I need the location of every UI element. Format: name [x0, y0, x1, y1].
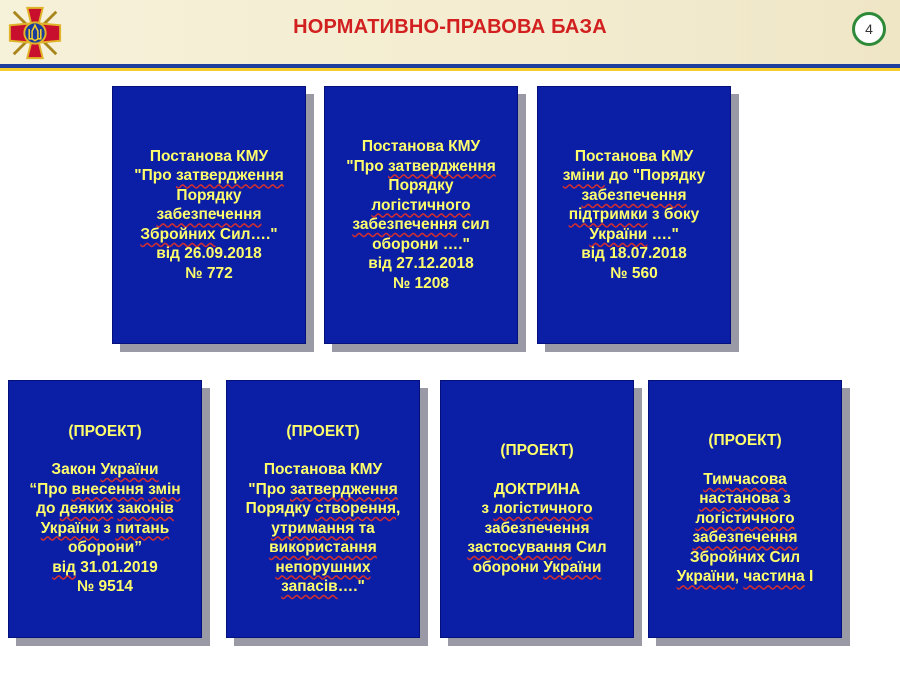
text-segment: (ПРОЕКТ) — [708, 432, 782, 450]
text-segment: сил — [457, 216, 490, 233]
document-text-line — [362, 137, 480, 157]
text-segment: питань — [115, 519, 170, 537]
text-segment: України — [40, 519, 99, 537]
text-segment: від 27.12.2018 — [368, 255, 474, 272]
text-segment: настанова — [699, 490, 779, 508]
text-segment: (ПРОЕКТ) — [286, 422, 360, 440]
document-text-line — [51, 460, 158, 480]
document-text-line — [346, 157, 496, 177]
document-text-line — [703, 470, 787, 490]
text-segment: з — [778, 490, 791, 508]
document-text-line — [156, 205, 261, 225]
document-text-line — [563, 166, 705, 186]
text-segment: Закон — [51, 461, 101, 478]
text-segment: № 9514 — [76, 578, 134, 595]
text-segment: Постанова КМУ — [263, 461, 383, 478]
text-segment: України — [676, 568, 735, 586]
document-text-line — [581, 186, 686, 206]
text-segment: утримання — [271, 519, 355, 537]
text-segment: “Про — [29, 480, 72, 498]
text-segment: …." — [337, 578, 365, 595]
text-segment: та — [354, 519, 375, 537]
document-text-line — [271, 519, 375, 539]
header-yellow-stripe — [0, 68, 900, 71]
text-segment: Порядку — [176, 186, 242, 204]
text-segment: Постанова КМУ — [574, 147, 694, 165]
text-segment: затвердження — [289, 480, 398, 498]
text-segment: Збройних Сил — [689, 548, 801, 566]
text-segment: Збройних — [140, 225, 216, 243]
document-text-line — [473, 558, 602, 578]
text-segment: затвердження — [175, 167, 284, 185]
text-segment: Порядку — [388, 177, 454, 194]
page-number-badge: 4 — [852, 12, 886, 46]
document-card — [8, 380, 202, 638]
text-segment: Тимчасова — [703, 470, 787, 488]
text-segment: від — [52, 558, 76, 576]
text-segment: створення — [315, 500, 396, 517]
text-segment: логістичного — [371, 196, 471, 214]
document-text-line — [176, 186, 241, 206]
document-text-line — [610, 264, 657, 284]
text-segment: логістичного — [493, 500, 593, 517]
text-segment: Сил — [571, 539, 607, 556]
text-segment: внесення — [71, 480, 144, 498]
text-segment: Постанова КМУ — [361, 138, 481, 155]
document-text-line — [494, 480, 580, 500]
text-segment: Постанова КМУ — [149, 147, 269, 165]
document-text-line — [484, 519, 589, 539]
text-segment: змін — [148, 480, 181, 498]
text-segment: зміни — [562, 167, 605, 185]
document-text-line — [368, 254, 474, 274]
text-segment: використання — [269, 539, 377, 556]
document-text-line — [156, 244, 262, 264]
text-segment: України — [100, 461, 159, 478]
text-segment: з — [481, 500, 494, 517]
document-text-line — [248, 480, 398, 500]
document-text-line — [467, 538, 606, 558]
document-text-line — [275, 558, 370, 578]
document-text-line — [371, 196, 470, 216]
text-segment: "Про — [248, 480, 290, 498]
text-segment: (ПРОЕКТ) — [500, 442, 574, 459]
document-text-line — [481, 499, 592, 519]
text-segment: оборони” — [67, 539, 143, 556]
text-segment: Сил…." — [215, 225, 278, 243]
document-text-line — [388, 176, 453, 196]
text-segment: від 26.09.2018 — [156, 245, 262, 263]
text-segment: України — [589, 225, 648, 243]
document-card — [324, 86, 518, 344]
document-text-line — [68, 422, 141, 442]
text-segment: України — [543, 558, 602, 576]
document-text-line — [500, 441, 573, 461]
document-text-line — [246, 499, 401, 519]
document-card — [112, 86, 306, 344]
text-segment: , — [396, 500, 401, 517]
document-text-line — [372, 235, 470, 255]
text-segment: № 560 — [610, 264, 658, 282]
text-segment: забезпечення — [156, 206, 262, 224]
text-segment: "Про — [134, 167, 176, 185]
text-segment: до — [36, 500, 60, 517]
text-segment: з — [98, 519, 116, 537]
text-segment: логістичного — [695, 509, 795, 527]
text-segment: , — [734, 568, 744, 586]
document-text-line — [699, 489, 791, 509]
document-text-line — [589, 225, 679, 245]
text-segment: забезпечення — [581, 186, 687, 204]
document-text-line — [29, 480, 180, 500]
text-segment: затвердження — [387, 157, 496, 175]
document-text-line — [677, 567, 814, 587]
document-text-line — [393, 274, 449, 294]
slide-header — [0, 0, 900, 64]
document-text-line — [690, 548, 800, 568]
text-segment: забезпечення — [484, 519, 590, 537]
text-segment: оборони — [472, 558, 544, 576]
text-segment: частина — [743, 568, 805, 586]
text-segment: деяких — [59, 500, 114, 517]
document-text-line — [575, 147, 693, 167]
document-card — [537, 86, 731, 344]
document-card — [440, 380, 634, 638]
text-segment: забезпечення — [352, 216, 458, 233]
document-text-line — [695, 509, 794, 529]
text-segment: 31.01.2019 — [75, 558, 158, 576]
text-segment: "Про — [346, 157, 388, 175]
text-segment: підтримки — [568, 206, 648, 224]
document-text-line — [68, 538, 142, 558]
document-text-line — [140, 225, 277, 245]
document-text-line — [569, 205, 700, 225]
text-segment: застосування — [467, 539, 572, 556]
text-segment: забезпечення — [692, 529, 798, 547]
text-segment: (ПРОЕКТ) — [68, 422, 142, 440]
document-text-line — [352, 215, 489, 235]
text-segment: І — [804, 568, 814, 586]
text-segment: від 18.07.2018 — [581, 245, 687, 263]
document-text-line — [269, 538, 377, 558]
text-segment: законів — [117, 500, 174, 517]
document-text-line — [581, 244, 687, 264]
document-text-line — [264, 460, 382, 480]
text-segment: Порядку — [245, 500, 316, 517]
document-text-line — [52, 558, 158, 578]
text-segment: непорушних — [275, 558, 371, 576]
text-segment: …." — [647, 225, 679, 243]
text-segment: оборони …." — [372, 235, 470, 253]
document-text-line — [281, 577, 365, 597]
document-text-line — [134, 166, 284, 186]
text-segment: № 1208 — [392, 274, 450, 292]
document-text-line — [41, 519, 169, 539]
page-title: НОРМАТИВНО-ПРАВОВА БАЗА — [293, 16, 607, 38]
document-card — [226, 380, 420, 638]
document-text-line — [150, 147, 268, 167]
text-segment: запасів — [281, 578, 338, 595]
document-card — [648, 380, 842, 638]
text-segment: з боку — [647, 206, 700, 224]
document-text-line — [692, 528, 797, 548]
document-text-line — [185, 264, 232, 284]
document-text-line — [708, 431, 781, 451]
text-segment: до "Порядку — [604, 167, 706, 185]
text-segment: ДОКТРИНА — [493, 480, 581, 498]
document-text-line — [77, 577, 133, 597]
document-text-line — [286, 422, 359, 442]
document-text-line — [36, 499, 174, 519]
text-segment: № 772 — [185, 264, 233, 282]
